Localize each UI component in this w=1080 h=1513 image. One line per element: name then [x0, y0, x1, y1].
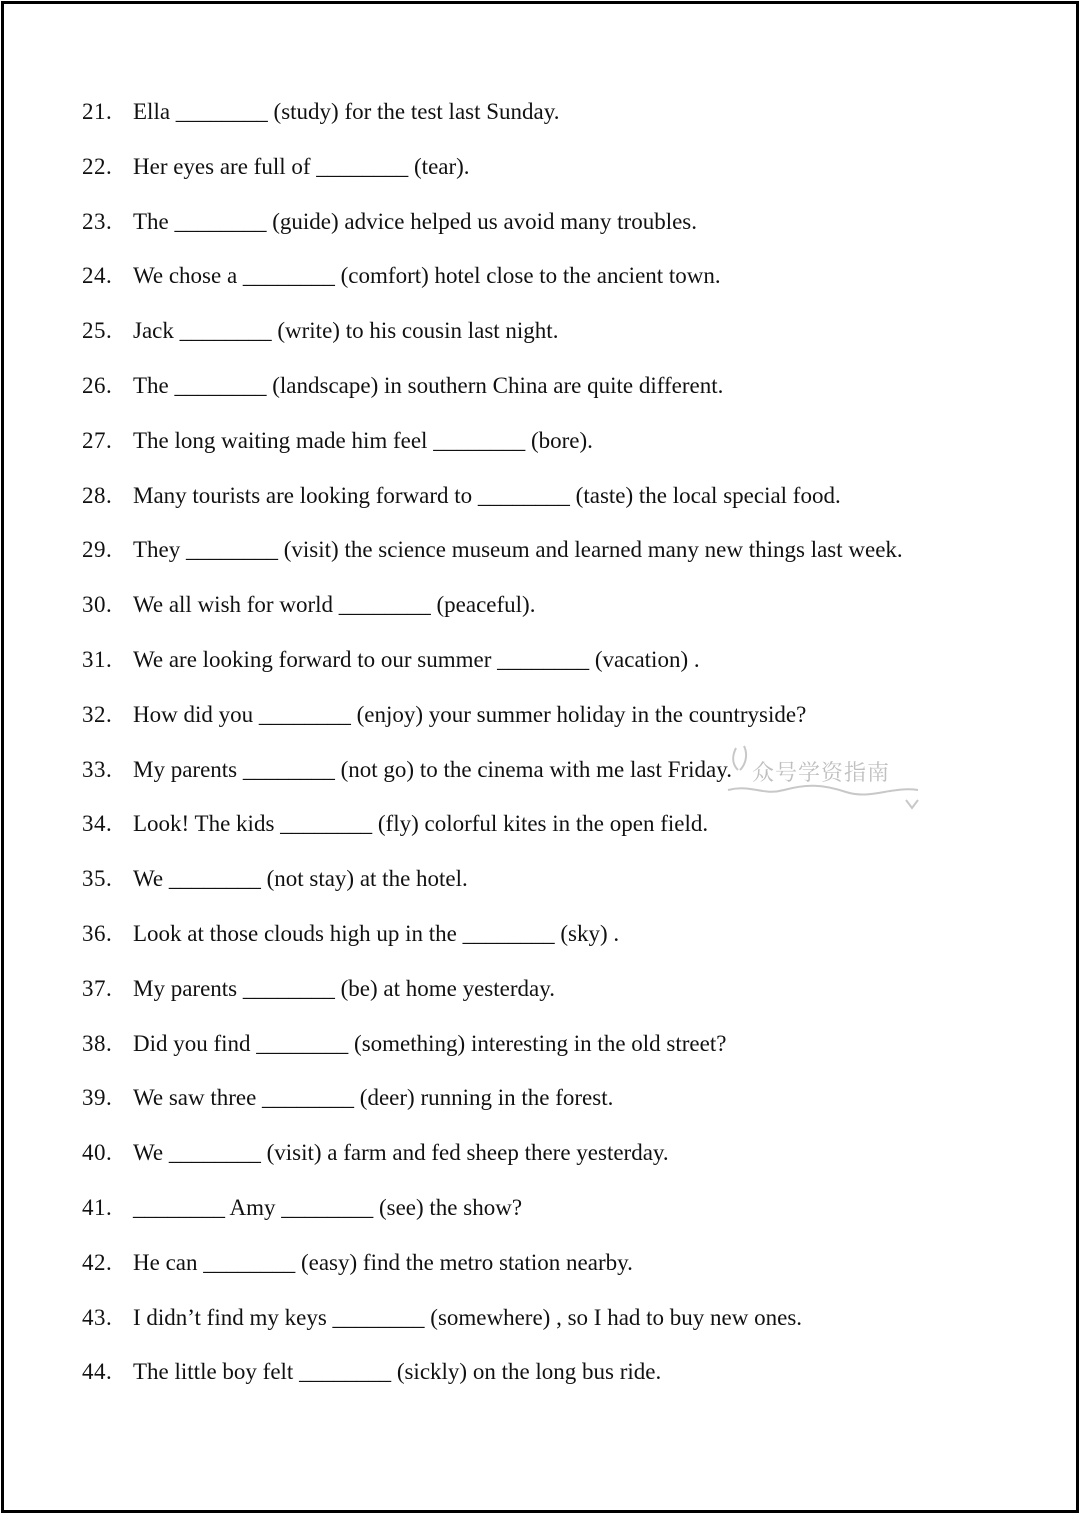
question-number: 24. — [82, 263, 113, 289]
question-number: 34. — [82, 811, 113, 837]
question-number: 32. — [82, 701, 113, 727]
question-number: 36. — [82, 920, 113, 946]
question-text: My parents ________ (be) at home yesterday. — [133, 975, 555, 1001]
question-text: The ________ (landscape) in southern China are quite different. — [133, 372, 724, 398]
question-number: 38. — [82, 1030, 113, 1056]
question-text: The ________ (guide) advice helped us avoid many troubles. — [133, 208, 697, 234]
question-text: My parents ________ (not go) to the cinema with me last Friday. — [133, 756, 732, 782]
question-number: 41. — [82, 1194, 113, 1220]
question-item — [82, 859, 1022, 914]
question-item — [82, 421, 1022, 476]
question-item — [82, 202, 1022, 257]
question-item — [82, 750, 1022, 805]
question-text: We chose a ________ (comfort) hotel close to the ancient town. — [133, 263, 721, 289]
question-item — [82, 311, 1022, 366]
watermark-text: 众号学资指南 — [752, 761, 891, 786]
question-item — [82, 1352, 1022, 1407]
question-number: 21. — [82, 99, 113, 124]
question-number: 22. — [82, 153, 113, 179]
question-text: The long waiting made him feel ________ (bore). — [133, 427, 593, 453]
question-item — [82, 366, 1022, 421]
question-item — [82, 476, 1022, 531]
question-item — [82, 530, 1022, 585]
question-text: We all wish for world ________ (peaceful). — [133, 592, 536, 618]
question-number: 26. — [82, 372, 113, 398]
question-text: Her eyes are full of ________ (tear). — [133, 153, 470, 179]
question-text: We saw three ________ (deer) running in the forest. — [133, 1085, 614, 1111]
question-text: Did you find ________ (something) interesting in the old street? — [133, 1030, 727, 1056]
question-number: 42. — [82, 1249, 113, 1275]
question-text: Jack ________ (write) to his cousin last night. — [133, 318, 559, 344]
question-number: 43. — [82, 1304, 113, 1330]
question-number: 30. — [82, 592, 113, 618]
question-text: They ________ (visit) the science museum and learned many new things last week. — [133, 537, 903, 563]
question-number: 31. — [82, 646, 113, 672]
question-list — [82, 92, 1022, 1407]
question-number: 37. — [82, 975, 113, 1001]
question-item — [82, 695, 1022, 750]
question-text: Many tourists are looking forward to ________ (taste) the local special food. — [133, 482, 841, 508]
question-number: 35. — [82, 866, 113, 892]
question-item — [82, 1078, 1022, 1133]
question-text: We ________ (visit) a farm and fed sheep there yesterday. — [133, 1140, 669, 1166]
question-item — [82, 969, 1022, 1024]
question-item — [82, 585, 1022, 640]
question-item — [82, 1024, 1022, 1079]
question-text: How did you ________ (enjoy) your summer holiday in the countryside? — [133, 701, 807, 727]
question-item — [82, 92, 1022, 147]
question-item — [82, 1188, 1022, 1243]
question-item — [82, 1243, 1022, 1298]
question-item — [82, 256, 1022, 311]
question-text: He can ________ (easy) find the metro station nearby. — [133, 1249, 633, 1275]
question-text: Ella ________ (study) for the test last Sunday. — [133, 99, 560, 124]
question-number: 29. — [82, 537, 113, 563]
question-text: We are looking forward to our summer ________ (vacation) . — [133, 646, 700, 672]
question-number: 23. — [82, 208, 113, 234]
question-text: We ________ (not stay) at the hotel. — [133, 866, 468, 892]
question-number: 27. — [82, 427, 113, 453]
question-item — [82, 640, 1022, 695]
question-item — [82, 1298, 1022, 1353]
question-number: 28. — [82, 482, 113, 508]
question-number: 33. — [82, 756, 113, 782]
question-number: 44. — [82, 1359, 113, 1385]
question-item — [82, 1133, 1022, 1188]
question-number: 39. — [82, 1085, 113, 1111]
question-number: 40. — [82, 1140, 113, 1166]
question-text: Look! The kids ________ (fly) colorful kites in the open field. — [133, 811, 709, 837]
question-number: 25. — [82, 318, 113, 344]
question-item — [82, 147, 1022, 202]
worksheet-page — [1, 1, 1079, 1513]
question-text: ________ Amy ________ (see) the show? — [133, 1194, 523, 1220]
question-item — [82, 804, 1022, 859]
question-item — [82, 914, 1022, 969]
question-text: The little boy felt ________ (sickly) on the long bus ride. — [133, 1359, 662, 1385]
question-text: Look at those clouds high up in the ________ (sky) . — [133, 920, 620, 946]
question-text: I didn’t find my keys ________ (somewhere) , so I had to buy new ones. — [133, 1304, 803, 1330]
